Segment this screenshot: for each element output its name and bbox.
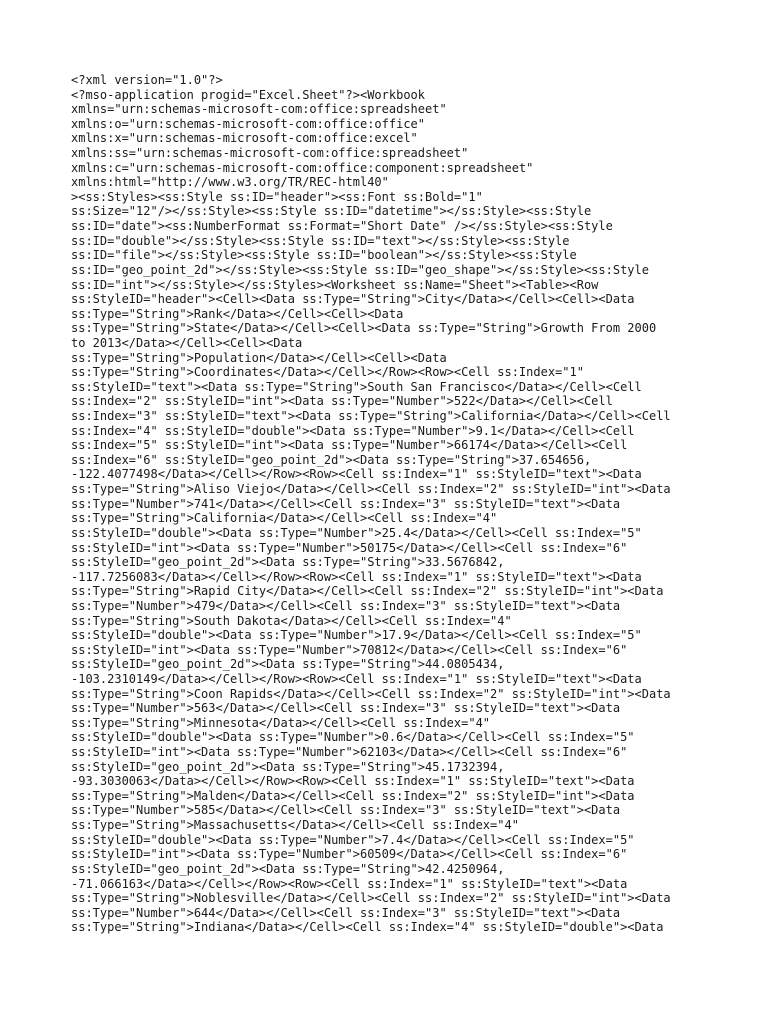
- text-line: ss:StyleID="double"><Data ss:Type="Number">7.4</Data></Cell><Cell ss:Index="5": [71, 832, 635, 847]
- text-line: -103.2310149</Data></Cell></Row><Row><Cell ss:Index="1" ss:StyleID="text"><Data: [71, 671, 642, 686]
- text-line: ss:Index="4" ss:StyleID="double"><Data ss:Type="Number">9.1</Data></Cell><Cell: [71, 423, 635, 438]
- text-line: ss:ID="double"></ss:Style><ss:Style ss:ID="text"></ss:Style><ss:Style: [71, 233, 570, 248]
- text-line: ss:Type="Number">741</Data></Cell><Cell ss:Index="3" ss:StyleID="text"><Data: [71, 496, 621, 511]
- text-line: ss:StyleID="int"><Data ss:Type="Number">62103</Data></Cell><Cell ss:Index="6": [71, 745, 628, 760]
- text-line: ss:Type="String">South Dakota</Data></Cell><Cell ss:Index="4": [71, 613, 512, 628]
- text-line: ss:StyleID="double"><Data ss:Type="Number">25.4</Data></Cell><Cell ss:Index="5": [71, 525, 642, 540]
- text-line: ss:Type="String">Indiana</Data></Cell><Cell ss:Index="4" ss:StyleID="double"><Data: [71, 920, 664, 935]
- text-line: -117.7256083</Data></Cell></Row><Row><Cell ss:Index="1" ss:StyleID="text"><Data: [71, 569, 642, 584]
- text-line: ss:Type="String">Rank</Data></Cell><Cell><Data: [71, 306, 404, 321]
- xml-text-block: [71, 73, 751, 935]
- text-line: ss:ID="file"></ss:Style><ss:Style ss:ID="boolean"></ss:Style><ss:Style: [71, 248, 577, 263]
- text-line: ss:StyleID="int"><Data ss:Type="Number">50175</Data></Cell><Cell ss:Index="6": [71, 540, 628, 555]
- text-line: ss:Type="String">California</Data></Cell><Cell ss:Index="4": [71, 511, 498, 526]
- text-line: ss:Size="12"/></ss:Style><ss:Style ss:ID="datetime"></ss:Style><ss:Style: [71, 204, 592, 219]
- text-line: ss:Type="String">Minnesota</Data></Cell><Cell ss:Index="4": [71, 715, 491, 730]
- text-line: ss:StyleID="header"><Cell><Data ss:Type="String">City</Data></Cell><Cell><Data: [71, 292, 635, 307]
- text-line: ss:StyleID="geo_point_2d"><Data ss:Type="String">45.1732394,: [71, 759, 505, 774]
- text-line: ss:ID="geo_point_2d"></ss:Style><ss:Style ss:ID="geo_shape"></ss:Style><ss:Style: [71, 262, 649, 277]
- text-line: to 2013</Data></Cell><Cell><Data: [71, 335, 303, 350]
- text-line: ss:StyleID="geo_point_2d"><Data ss:Type="String">42.4250964,: [71, 861, 505, 876]
- text-line: xmlns:ss="urn:schemas-microsoft-com:office:spreadsheet": [71, 146, 469, 161]
- text-line: ss:ID="int"></ss:Style></ss:Styles><Worksheet ss:Name="Sheet"><Table><Row: [71, 277, 599, 292]
- text-line: ss:StyleID="text"><Data ss:Type="String">South San Francisco</Data></Cell><Cell: [71, 379, 642, 394]
- text-line: ss:StyleID="double"><Data ss:Type="Number">0.6</Data></Cell><Cell ss:Index="5": [71, 730, 635, 745]
- text-line: ss:Type="Number">563</Data></Cell><Cell ss:Index="3" ss:StyleID="text"><Data: [71, 701, 621, 716]
- text-line: ss:Index="6" ss:StyleID="geo_point_2d"><Data ss:Type="String">37.654656,: [71, 452, 592, 467]
- text-line: xmlns:c="urn:schemas-microsoft-com:office:component:spreadsheet": [71, 160, 534, 175]
- text-line: ss:Type="String">State</Data></Cell><Cell><Data ss:Type="String">Growth From 2000: [71, 321, 657, 336]
- text-line: -71.066163</Data></Cell></Row><Row><Cell ss:Index="1" ss:StyleID="text"><Data: [71, 876, 628, 891]
- text-line: ss:Type="Number">585</Data></Cell><Cell ss:Index="3" ss:StyleID="text"><Data: [71, 803, 621, 818]
- text-line: ss:ID="date"><ss:NumberFormat ss:Format="Short Date" /></ss:Style><ss:Style: [71, 219, 613, 234]
- text-line: ss:Type="String">Rapid City</Data></Cell><Cell ss:Index="2" ss:StyleID="int"><Data: [71, 584, 664, 599]
- text-line: ss:StyleID="geo_point_2d"><Data ss:Type="String">44.0805434,: [71, 657, 505, 672]
- text-line: ss:Type="Number">644</Data></Cell><Cell ss:Index="3" ss:StyleID="text"><Data: [71, 905, 621, 920]
- text-line: <?mso-application progid="Excel.Sheet"?><Workbook: [71, 87, 426, 102]
- text-line: <?xml version="1.0"?>: [71, 73, 223, 87]
- text-line: -122.4077498</Data></Cell></Row><Row><Cell ss:Index="1" ss:StyleID="text"><Data: [71, 467, 642, 482]
- text-line: ss:Type="String">Coon Rapids</Data></Cell><Cell ss:Index="2" ss:StyleID="int"><Data: [71, 686, 671, 701]
- text-line: ss:Index="2" ss:StyleID="int"><Data ss:Type="Number">522</Data></Cell><Cell: [71, 394, 613, 409]
- text-line: ss:Type="Number">479</Data></Cell><Cell ss:Index="3" ss:StyleID="text"><Data: [71, 598, 621, 613]
- text-line: ss:Type="String">Aliso Viejo</Data></Cell><Cell ss:Index="2" ss:StyleID="int"><Data: [71, 482, 671, 497]
- text-line: ss:Index="3" ss:StyleID="text"><Data ss:Type="String">California</Data></Cell><Cell: [71, 409, 671, 424]
- text-line: ss:Type="String">Noblesville</Data></Cell><Cell ss:Index="2" ss:StyleID="int"><Data: [71, 891, 671, 906]
- text-line: ss:StyleID="geo_point_2d"><Data ss:Type="String">33.5676842,: [71, 555, 505, 570]
- text-line: ss:StyleID="int"><Data ss:Type="Number">70812</Data></Cell><Cell ss:Index="6": [71, 642, 628, 657]
- text-line: ss:Type="String">Massachusetts</Data></Cell><Cell ss:Index="4": [71, 818, 519, 833]
- text-line: ss:StyleID="int"><Data ss:Type="Number">60509</Data></Cell><Cell ss:Index="6": [71, 847, 628, 862]
- text-line: xmlns:x="urn:schemas-microsoft-com:office:excel": [71, 131, 418, 146]
- text-line: -93.3030063</Data></Cell></Row><Row><Cell ss:Index="1" ss:StyleID="text"><Data: [71, 774, 635, 789]
- text-line: ss:Type="String">Coordinates</Data></Cell></Row><Row><Cell ss:Index="1": [71, 365, 584, 380]
- text-line: ss:Index="5" ss:StyleID="int"><Data ss:Type="Number">66174</Data></Cell><Cell: [71, 438, 628, 453]
- text-line: ss:Type="String">Malden</Data></Cell><Cell ss:Index="2" ss:StyleID="int"><Data: [71, 788, 635, 803]
- text-line: xmlns="urn:schemas-microsoft-com:office:spreadsheet": [71, 102, 447, 117]
- text-line: ><ss:Styles><ss:Style ss:ID="header"><ss:Font ss:Bold="1": [71, 189, 483, 204]
- text-line: ss:StyleID="double"><Data ss:Type="Number">17.9</Data></Cell><Cell ss:Index="5": [71, 628, 642, 643]
- text-line: xmlns:o="urn:schemas-microsoft-com:office:office": [71, 116, 426, 131]
- text-line: ss:Type="String">Population</Data></Cell><Cell><Data: [71, 350, 447, 365]
- text-line: xmlns:html="http://www.w3.org/TR/REC-html40": [71, 175, 389, 190]
